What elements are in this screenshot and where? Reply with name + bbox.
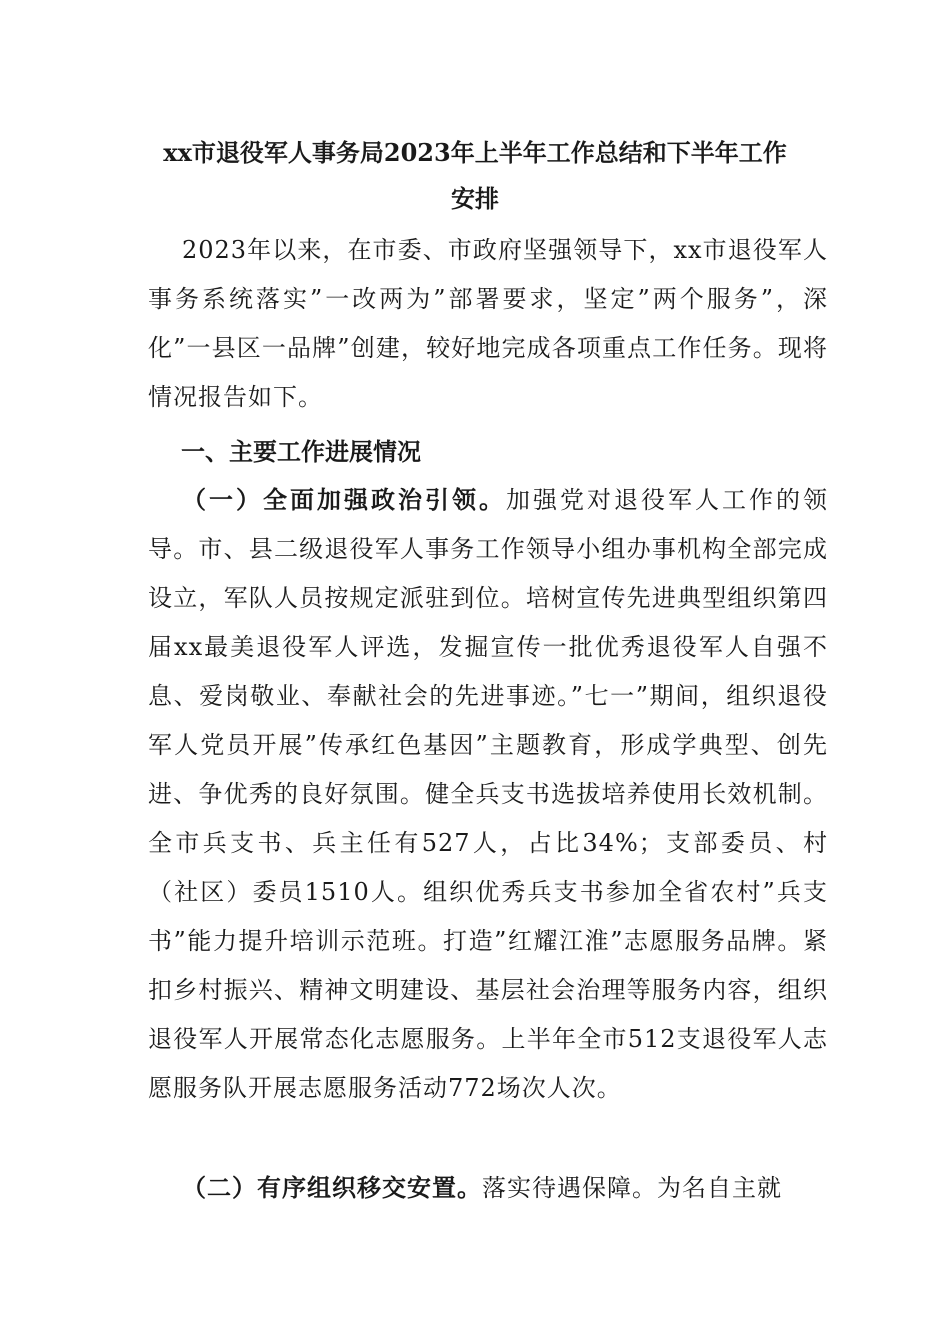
paragraph-lead: （一）全面加强政治引领。 xyxy=(182,485,506,514)
paragraph-text: 加强党对退役军人工作的领导。市、县二级退役军人事务工作领导小组办事机构全部完成设立，军队人员按规定派驻到位。培树宣传先进典型组织第四届xx最美退役军人评选，发掘宣传一批优秀退役军人自强不息、爱岗敬业、奉献社会的先进事迹。”七一”期间，组织退役军人党员开展”传承红色基因”主题教育，形成学典型、创先进、争优秀的良好氛围。健全兵支书选拔培养使用长效机制。全市兵支书、兵主任有527人，占比34%；支部委员、村（社区）委员1510人。组织优秀兵支书参加全省农村”兵支书”能力提升培训示范班。打造”红耀江淮”志愿服务品牌。紧扣乡村振兴、精神文明建设、基层社会治理等服务内容，组织退役军人开展常态化志愿服务。上半年全市512支退役军人志愿服务队开展志愿服务活动772场次人次。 xyxy=(148,486,828,1102)
paragraph-resettlement xyxy=(148,1163,828,1213)
intro-paragraph: 2023年以来，在市委、市政府坚强领导下，xx市退役军人事务系统落实”一改两为”部署要求，坚定”两个服务”，深化”一县区一品牌”创建，较好地完成各项重点工作任务。现将情况报告如下。 xyxy=(148,236,828,411)
section-heading-1: 一、主要工作进展情况 xyxy=(181,437,421,466)
paragraph-lead: （二）有序组织移交安置。 xyxy=(182,1173,482,1202)
paragraph-text: 落实待遇保障。为名自主就 xyxy=(482,1174,782,1202)
document-title-line1: xx市退役军人事务局2023年上半年工作总结和下半年工作 xyxy=(163,138,787,167)
paragraph-political-leadership xyxy=(148,475,828,1113)
document-title-line2: 安排 xyxy=(451,184,499,213)
